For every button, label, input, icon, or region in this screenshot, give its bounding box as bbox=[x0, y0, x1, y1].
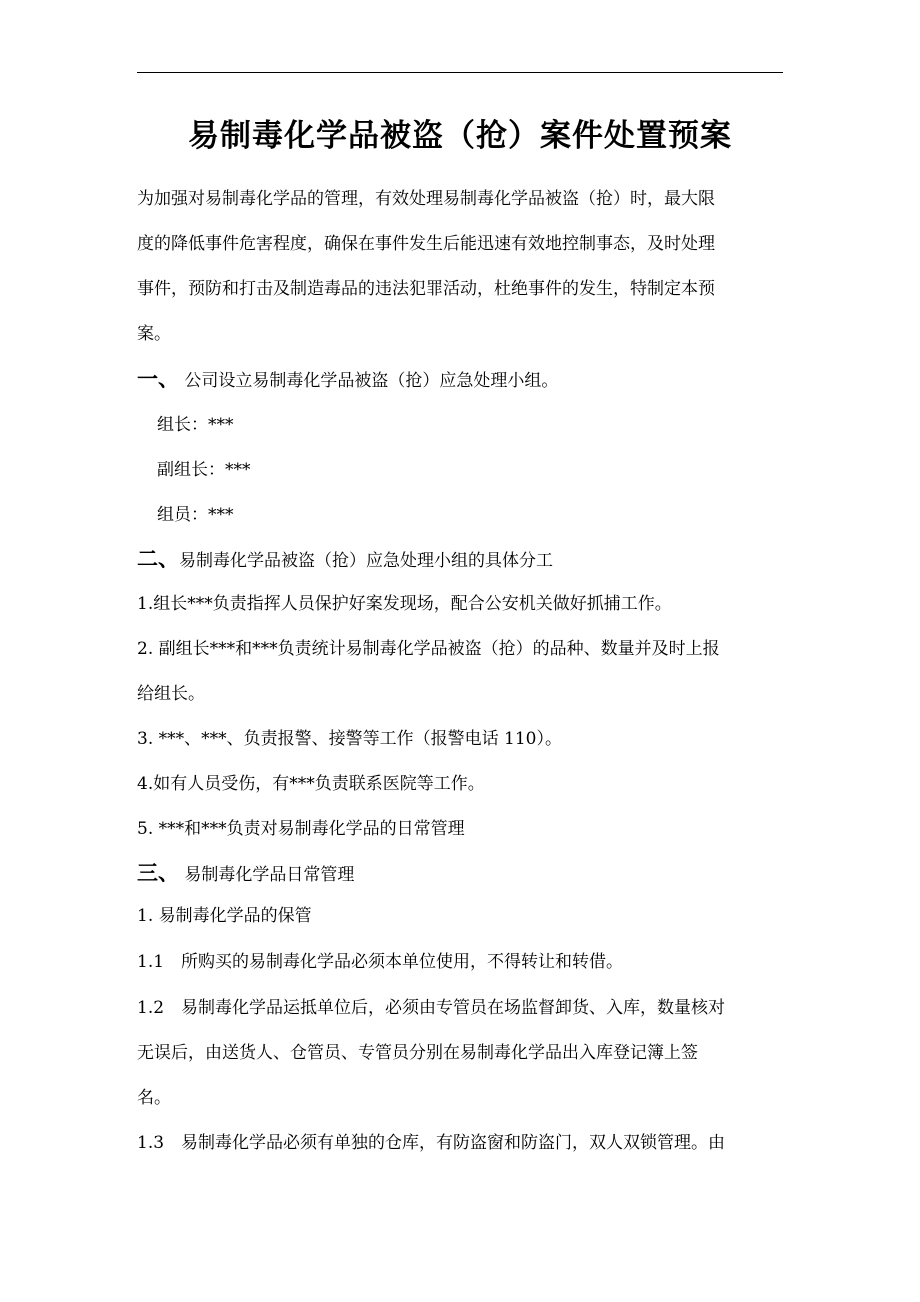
section-1-heading bbox=[137, 357, 783, 404]
section-number: 二、 bbox=[137, 547, 179, 571]
section-number: 一、 bbox=[137, 367, 179, 391]
intro-line: 事件，预防和打击及制造毒品的违法犯罪活动，杜绝事件的发生，特制定本预 bbox=[137, 279, 715, 299]
header-rule bbox=[137, 72, 783, 73]
intro-line: 为加强对易制毒化学品的管理，有效处理易制毒化学品被盗（抢）时，最大限 bbox=[137, 189, 715, 209]
member-line: 组员：*** bbox=[157, 505, 234, 525]
section-heading-text: 易制毒化学品日常管理 bbox=[179, 865, 355, 885]
list-item: 2. 副组长***和***负责统计易制毒化学品被盗（抢）的品种、数量并及时上报 bbox=[137, 639, 720, 659]
list-item: 无误后，由送货人、仓管员、专管员分别在易制毒化学品出入库登记簿上签 bbox=[137, 1043, 698, 1063]
member-line: 组长：*** bbox=[157, 415, 234, 435]
document-title: 易制毒化学品被盗（抢）案件处置预案 bbox=[188, 118, 732, 154]
section-number: 三、 bbox=[137, 861, 179, 885]
list-item: 4.如有人员受伤，有***负责联系医院等工作。 bbox=[137, 774, 485, 794]
section-3-heading bbox=[137, 851, 783, 898]
list-item: 3. ***、***、负责报警、接警等工作（报警电话 110）。 bbox=[137, 729, 562, 749]
member-line: 副组长：*** bbox=[157, 460, 251, 480]
list-item: 1.组长***负责指挥人员保护好案发现场，配合公安机关做好抓捕工作。 bbox=[137, 594, 672, 614]
intro-line: 度的降低事件危害程度，确保在事件发生后能迅速有效地控制事态，及时处理 bbox=[137, 234, 715, 254]
section-heading-text: 公司设立易制毒化学品被盗（抢）应急处理小组。 bbox=[179, 371, 559, 391]
list-item: 5. ***和***负责对易制毒化学品的日常管理 bbox=[137, 819, 465, 839]
section-2-heading bbox=[137, 537, 783, 584]
intro-line: 案。 bbox=[137, 324, 171, 344]
list-item: 给组长。 bbox=[137, 684, 205, 704]
list-item: 1.3 易制毒化学品必须有单独的仓库，有防盗窗和防盗门，双人双锁管理。由 bbox=[137, 1133, 726, 1153]
list-item: 1.2 易制毒化学品运抵单位后，必须由专管员在场监督卸货、入库，数量核对 bbox=[137, 998, 726, 1018]
list-item: 1.1 所购买的易制毒化学品必须本单位使用，不得转让和转借。 bbox=[137, 952, 624, 972]
list-item: 1. 易制毒化学品的保管 bbox=[137, 906, 312, 926]
list-item: 名。 bbox=[137, 1088, 171, 1108]
section-heading-text: 易制毒化学品被盗（抢）应急处理小组的具体分工 bbox=[179, 551, 553, 571]
